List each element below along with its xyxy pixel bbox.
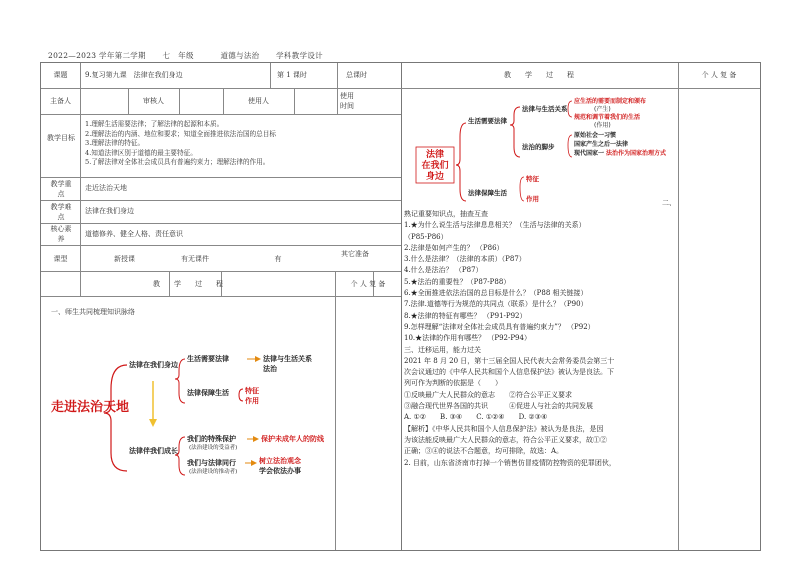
key-value: 走近法治天地 [85,184,127,192]
lesson-type-value: 新授课 [114,255,135,263]
text-line: 6.★全面推进依法治国的总目标是什么？（P88 相关链接） [404,289,588,298]
objective-item: 3.理解法律的特征。 [85,139,145,148]
text-line: （P85-P86） [404,232,448,241]
other-prep-label: 其它准备 [341,250,369,258]
text-line: 列可作为判断的依据是（ ） [404,379,502,388]
period-value: 第 1 课时 [277,71,307,79]
mindmap-left-branch2-child2: 我们与法律同行 [187,459,236,467]
difficulty-value: 法律在我们身边 [85,207,134,215]
mindmap-left-branch1-child1: 生活需要法律 [187,355,229,363]
mindmap-right [404,97,676,209]
mindmap-left-branch2-child1-leaf: 保护未成年人的防线 [261,435,324,443]
mindmap-right-node1-child1-leaf1: 应生活的需要而制定和颁布 [574,98,647,105]
section-mark-two: 二、 [662,199,676,207]
header-subject: 道德与法治 [220,51,260,60]
text-line: 9.怎样理解“法律对全体社会成员具有普遍约束力”？ （P92） [404,322,595,331]
mindmap-left-branch2-child2-leaf1: 树立法治观念 [259,457,301,465]
mindmap-left-function: 作用 [245,397,259,405]
mindmap-right-node2-line1: 法律保障生活 [468,189,507,197]
objective-item: 4.知道法律区别于道德的最主要特征。 [85,148,197,157]
objectives-label: 教学目标 [47,134,75,142]
mindmap-left-branch1-child1-leaf2: 法治 [263,365,277,373]
mindmap-left [47,353,333,483]
mindmap-left-branch2-child1: 我们的特殊保护 [187,435,236,443]
mindmap-right-root-line2: 在我们 [421,161,449,171]
mindmap-left-branch2-child1-note: (法治建设的受益者) [189,445,238,451]
topic-value: 9.复习第九课 法律在我们身边 [85,71,183,79]
mindmap-right-node1-child1-leaf2: 规范和调节着我们的生活 [574,114,641,121]
text-line: 4.什么是法治？ （P87） [404,266,483,275]
text-line: 【解析】《中华人民共和国个人信息保护法》被认为是良法，是因 [404,424,604,433]
mindmap-left-branch1: 法律在我们身边 [129,361,178,369]
text-line: ③融合现代世界各国的共识 ④促进人与社会的共同发展 [404,402,593,411]
mindmap-right-node1-child2-leaf1: 原始社会一习惯 [574,132,617,139]
courseware-label: 有无课件 [181,255,209,263]
teaching-process-panel [400,62,761,551]
mindmap-right-node1-child2: 法治的脚步 [522,143,555,151]
text-line: 熟记重要知识点，抽查互查 [404,210,488,218]
reviewer-label: 审核人 [143,97,164,105]
mindmap-right-node1-child1: 法律与生活关系 [522,105,568,113]
personal-header-left: 个 人 复 备 [350,280,386,288]
key-label: 教学重点 [50,180,72,198]
process-header-left: 教 学 过 程 [153,280,223,288]
objectives-list [85,120,276,168]
text-line: 2021 年 8 月 20 日，第十三届全国人民代表大会常务委员会第三十 [404,356,615,365]
mindmap-right-root-line3: 身边 [425,172,445,182]
personal-header-right: 个 人 复 备 [701,71,737,79]
mindmap-left-feature: 特征 [245,387,259,395]
user-label: 使用人 [248,97,269,105]
text-line: 2. 目前，山东省济南市打掉一个销售仿冒疫情防控物资的犯罪团伙， [404,458,616,467]
header-school-year: 2022—2023 学年第二学期 [48,51,146,60]
topic-label: 课题 [53,71,68,79]
total-periods-label: 总课时 [346,71,367,79]
mindmap-left-branch2-child2-note: (法治建设的推动者) [189,469,238,475]
mindmap-right-node1-child2-leaf3: 现代国家一 [574,150,605,157]
courseware-value: 有 [274,255,282,263]
literacy-label: 核心素养 [50,225,72,243]
mindmap-left-branch2-child2-leaf2: 学会依法办事 [259,467,301,475]
review-question-list [404,209,616,469]
mindmap-left-branch1-child1-leaf: 法律与生活关系 [263,355,312,363]
text-line: 10.★法律的作用有哪些？ （P92-P94） [404,334,531,343]
lesson-meta-table [40,62,402,551]
text-line: 三、迁移运用，能力过关 [404,345,481,354]
text-line: 5.★法治的重要性？（P87-P88） [404,277,511,286]
section-title-outline: 一、师生共同梳理知识脉络 [51,308,135,316]
mindmap-right-node2-feature: 特征 [526,175,539,183]
text-line: 次会议通过的《中华人民共和国个人信息保护法》被认为是良法。下 [404,368,614,377]
process-header-right: 教 学 过 程 [504,71,574,79]
text-line: 3.什么是法律？（法律的本质）（P87） [404,255,526,264]
mindmap-right-node2-function: 作用 [526,195,539,203]
mindmap-left-branch2: 法律伴我们成长 [129,447,178,455]
text-line: 7.法律.道德等行为规范的共同点（联系）是什么？（P90） [404,300,588,309]
difficulty-label: 教学难点 [50,203,72,221]
objective-item: 1.理解生活需要法律；了解法律的起源和本质。 [85,120,224,128]
lesson-type-label: 课型 [53,255,68,263]
text-line: 8.★法律的特征有哪些？ （P91-P92） [404,311,527,320]
document-header [48,50,337,61]
header-grade: 七 年级 [162,51,194,60]
literacy-value: 道德修养、健全人格、责任意识 [85,230,183,238]
mindmap-right-root-line1: 法律 [425,150,445,160]
mindmap-left-root-line1: 走进法治天地 [51,400,130,415]
objective-item: 5.了解法律对全体社会成员具有普遍约束力；理解法律的作用。 [85,158,270,167]
mindmap-right-node1-child1-leaf2-note: (作用) [594,122,611,129]
header-doc-type: 学科教学设计 [276,51,323,60]
preparer-label: 主备人 [50,97,71,105]
mindmap-right-node1-line1: 生活需要法律 [468,117,507,125]
mindmap-right-node1-child2-leaf3-red: 法治作为国家治理方式 [606,150,667,157]
objective-item: 2.理解法治的内涵、地位和要求；知道全面推进依法治国的总目标 [85,129,276,138]
text-line: 1.★为什么说生活与法律息息相关？（生活与法律的关系） [404,221,586,230]
text-line: 2.法律是如何产生的？ （P86） [404,243,504,252]
use-time-label: 使用时间 [340,92,354,110]
text-line: 为该法能反映最广大人民群众的意志，符合公平正义要求，故①② [404,435,607,444]
mindmap-left-branch1-child2: 法律保障生活 [187,389,229,397]
text-line: ①反映最广大人民群众的意志 ②符合公平正义要求 [404,390,572,399]
mindmap-right-node1-child1-leaf1-note: (产生) [594,106,611,113]
text-line: A. ①② B. ③④ C. ①②④ D. ②③④ [404,413,548,422]
mindmap-right-node1-child2-leaf2: 国家产生之后一法律 [574,141,629,148]
text-line: 正确；③④的说法不合题意，均可排除，故选：A。 [404,447,564,456]
